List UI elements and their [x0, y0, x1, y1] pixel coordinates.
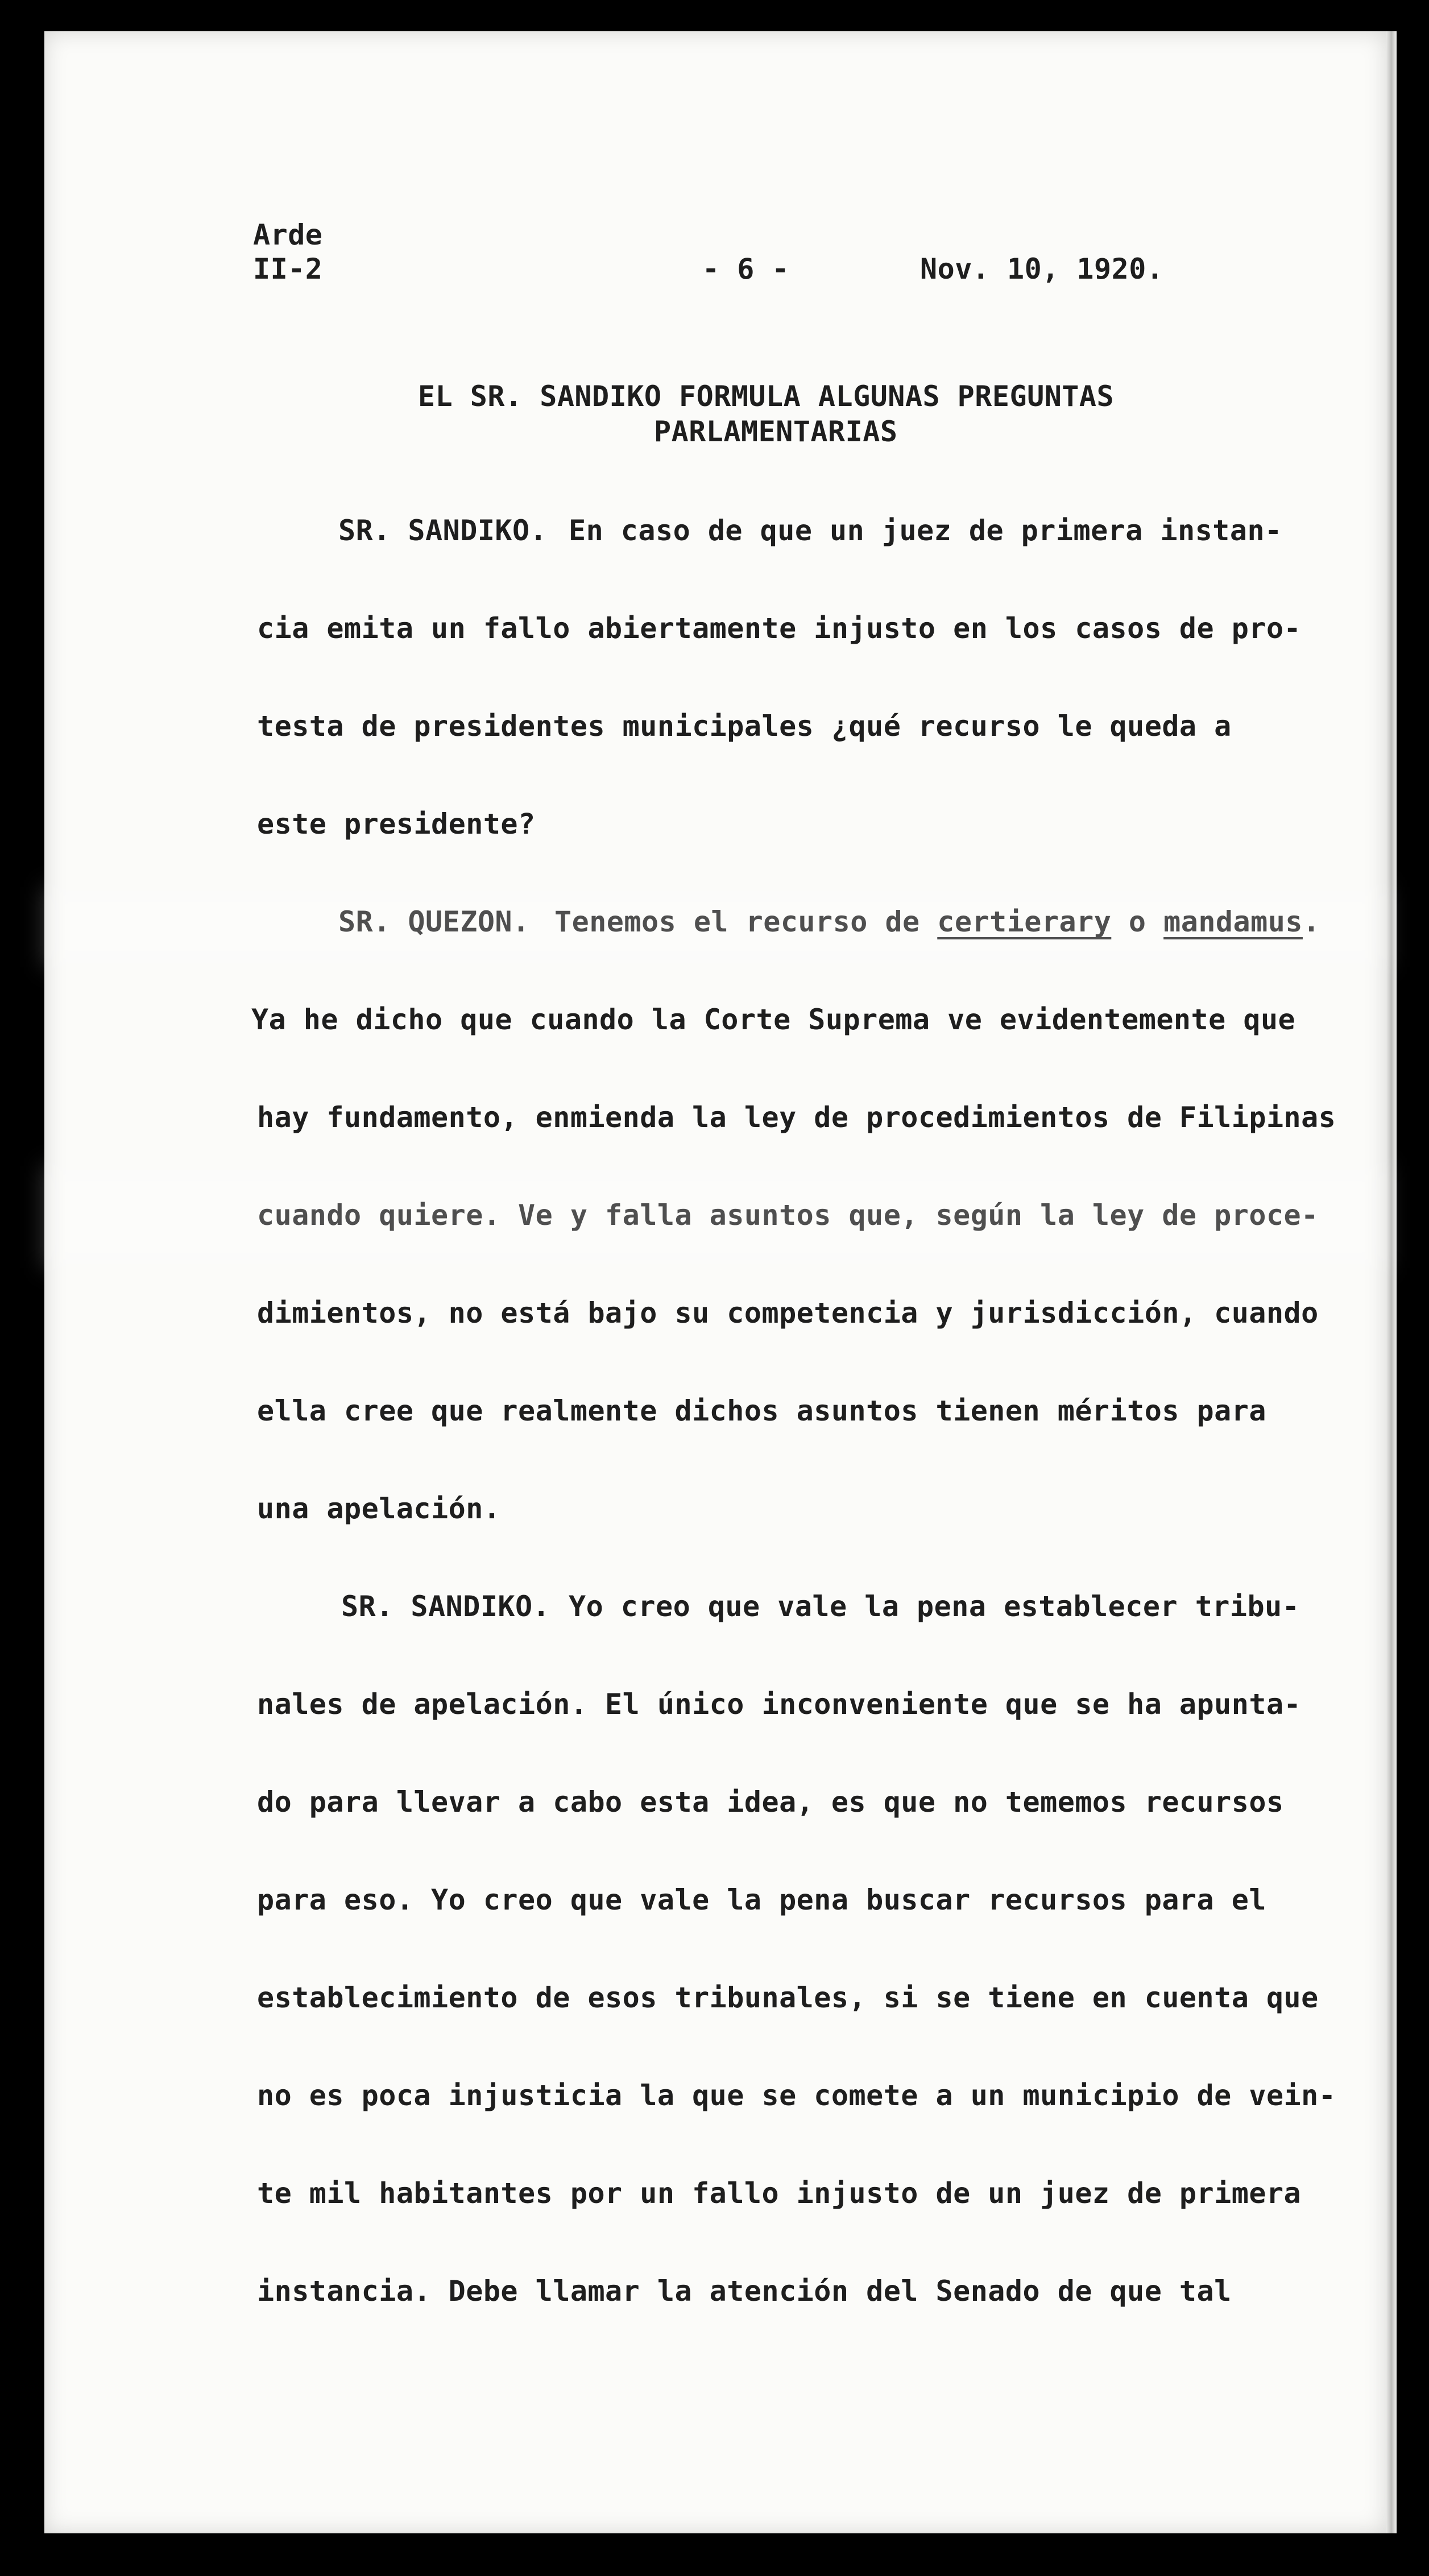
paragraph-2-line-1-post: .: [1302, 905, 1320, 938]
section-title-line-2: PARLAMENTARIAS: [654, 415, 898, 448]
paragraph-3-line-1: Yo creo que vale la pena establecer tribu-: [569, 1590, 1300, 1623]
speaker-sandiko-1: SR. SANDIKO.: [338, 514, 548, 547]
paragraph-2-line-2: Ya he dicho que cuando la Corte Suprema ve evidentemente que: [251, 1003, 1296, 1036]
paragraph-3-line-2: nales de apelación. El único inconveniente que se ha apunta-: [257, 1688, 1302, 1721]
paragraph-1-line-3: testa de presidentes municipales ¿qué recurso le queda a: [257, 710, 1232, 743]
paragraph-2-line-7: una apelación.: [257, 1492, 501, 1525]
paragraph-2-line-4: cuando quiere. Ve y falla asuntos que, según la ley de proce-: [257, 1199, 1319, 1232]
paragraph-2-line-5: dimientos, no está bajo su competencia y jurisdicción, cuando: [257, 1297, 1319, 1330]
paragraph-1-line-2: cia emita un fallo abiertamente injusto en los casos de pro-: [257, 612, 1302, 645]
paragraph-3-line-6: no es poca injusticia la que se comete a un municipio de vein-: [257, 2079, 1336, 2112]
paragraph-3-line-7: te mil habitantes por un fallo injusto de un juez de primera: [257, 2177, 1302, 2210]
paragraph-2-line-6: ella cree que realmente dichos asuntos tienen méritos para: [257, 1394, 1266, 1427]
section-title-line-1: EL SR. SANDIKO FORMULA ALGUNAS PREGUNTAS: [418, 380, 1115, 413]
page-number: - 6 -: [702, 252, 790, 285]
paragraph-2-line-1-pre: Tenemos el recurso de: [554, 905, 920, 938]
header-ref-2: II-2: [253, 252, 323, 285]
header-date: Nov. 10, 1920.: [920, 252, 1164, 285]
paragraph-3-line-5: establecimiento de esos tribunales, si se tiene en cuenta que: [257, 1981, 1319, 2014]
term-mandamus: mandamus: [1163, 905, 1303, 938]
paragraph-2-line-1: [554, 905, 1320, 938]
speaker-sandiko-2: SR. SANDIKO.: [341, 1590, 550, 1623]
paragraph-3-line-8: instancia. Debe llamar la atención del Senado de que tal: [257, 2275, 1232, 2308]
speaker-quezon: SR. QUEZON.: [338, 905, 530, 938]
page-edge: [1386, 31, 1397, 2533]
term-certierary: certierary: [937, 905, 1112, 938]
header-ref-1: Arde: [253, 218, 323, 251]
paragraph-3-line-4: para eso. Yo creo que vale la pena buscar recursos para el: [257, 1883, 1266, 1916]
paragraph-2-line-1-mid: o: [1128, 905, 1146, 938]
paragraph-1-line-1: En caso de que un juez de primera instan-: [569, 514, 1282, 547]
paragraph-2-line-3: hay fundamento, enmienda la ley de procedimientos de Filipinas: [257, 1101, 1336, 1134]
paragraph-3-line-3: do para llevar a cabo esta idea, es que no tememos recursos: [257, 1786, 1284, 1819]
paragraph-1-line-4: este presidente?: [257, 807, 536, 840]
